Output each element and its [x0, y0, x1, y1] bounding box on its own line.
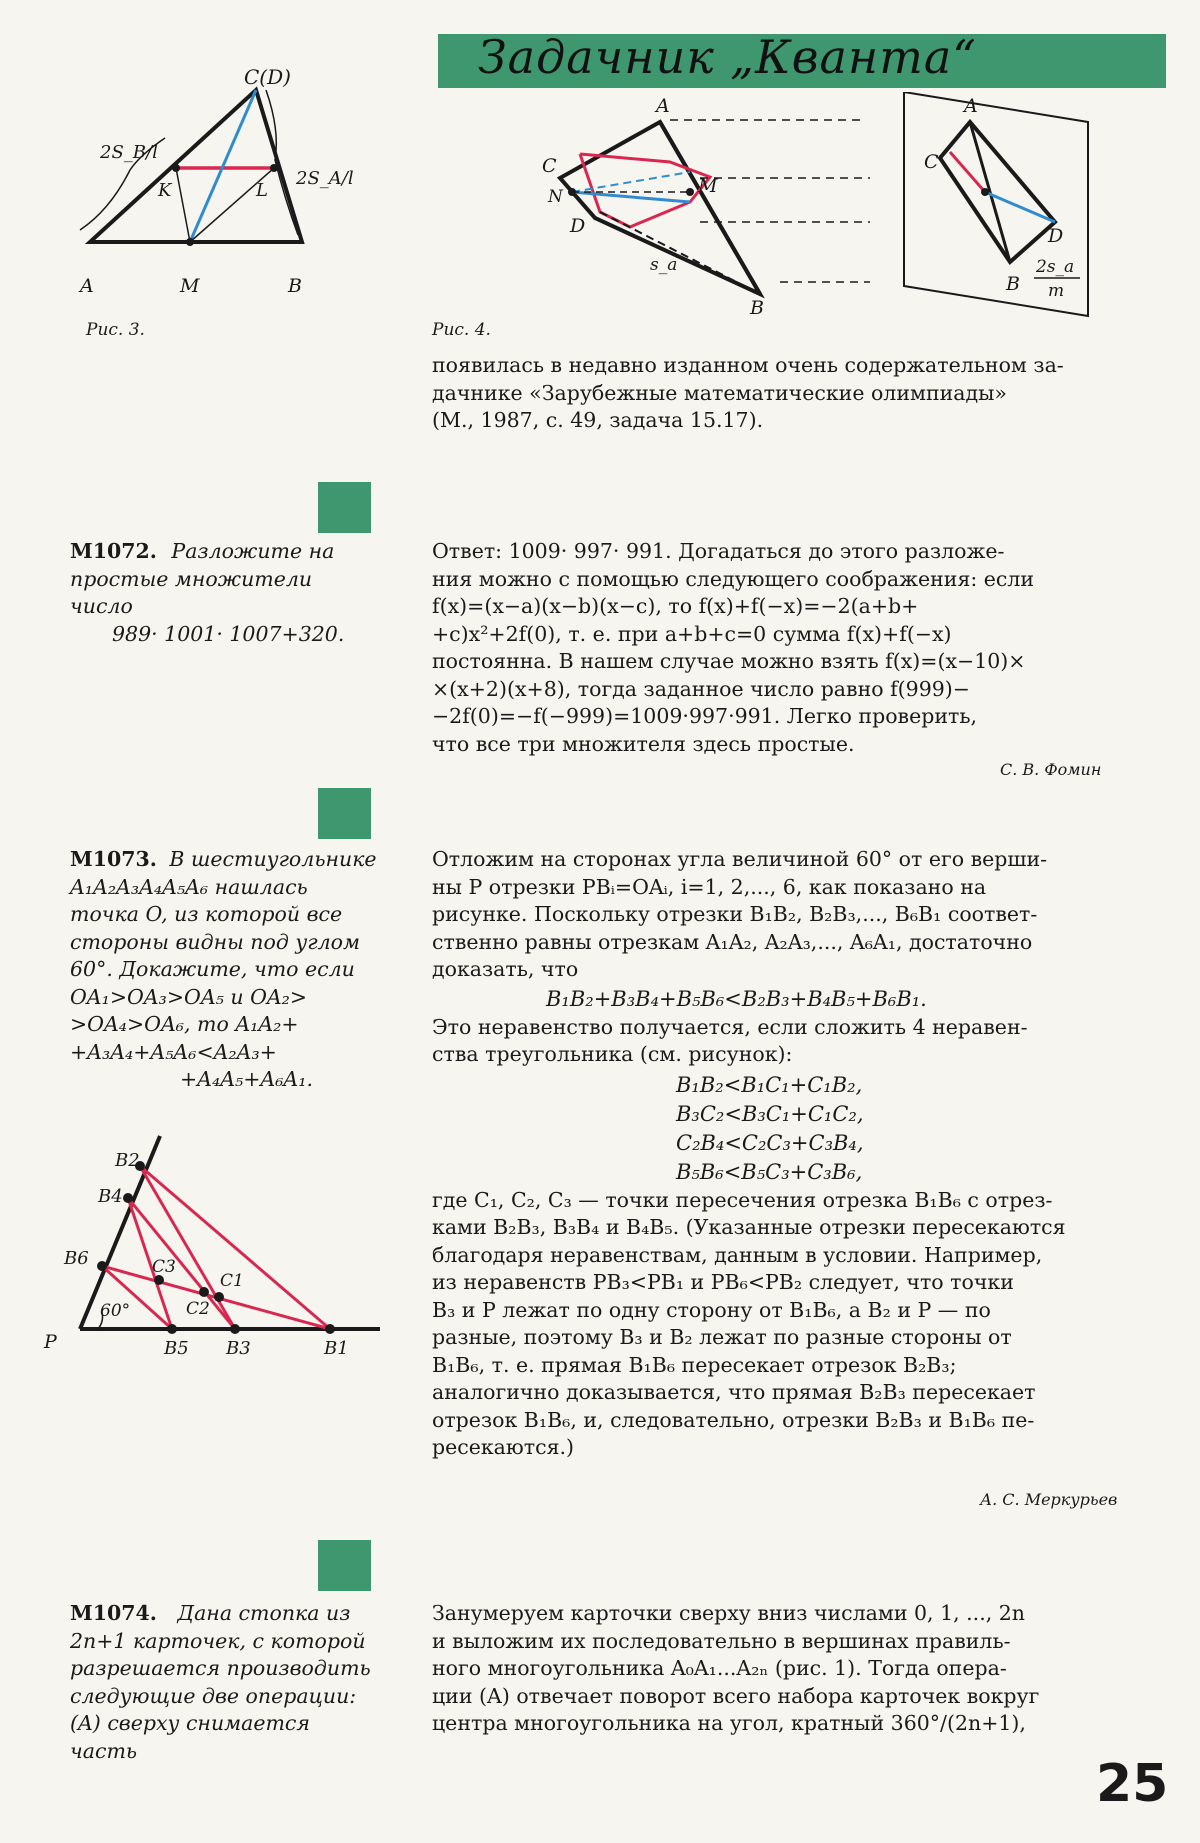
hex-point-b3	[230, 1324, 240, 1334]
figure-hex	[40, 1126, 390, 1366]
fig4-frac-bottom: m	[1048, 281, 1065, 301]
m1073-problem-line: OA₁>OA₃>OA₅ и OA₂>	[70, 984, 308, 1009]
fig4-label-a: A	[656, 95, 670, 117]
fig3-label-b: B	[288, 275, 302, 297]
hex-point-c1	[214, 1292, 224, 1302]
fig4-label-m: M	[698, 175, 718, 197]
fig4-point-n	[568, 188, 576, 196]
m1072-problem-line: 989· 1001· 1007+320.	[112, 621, 345, 646]
fig3-point-k	[172, 164, 180, 172]
m1072-solution-line: постоянна. В нашем случае можно взять f(x)=(x−10)×	[432, 649, 1026, 673]
m1073-main-formula: B₁B₂+B₃B₄+B₅B₆<B₂B₃+B₄B₅+B₆B₁.	[546, 986, 927, 1011]
m1074-problem-line: 2n+1 карточек, с которой	[70, 1628, 366, 1653]
hex-label-p: P	[44, 1331, 57, 1353]
hex-label-b3: B3	[226, 1338, 251, 1359]
fig4-label-a-proj: A	[964, 95, 978, 117]
m1073-solution	[432, 846, 1158, 1462]
m1073-mid-line: ства треугольника (см. рисунок):	[432, 1042, 793, 1066]
m1073-inequality: C₂B₄<C₂C₃+C₃B₄,	[676, 1130, 864, 1155]
hex-label-b1: B1	[324, 1338, 349, 1359]
fig3-caption: Рис. 3.	[86, 320, 145, 340]
m1073-inequality: B₃C₂<B₃C₁+C₁C₂,	[676, 1101, 864, 1126]
m1073-tail-line: отрезок B₁B₆, и, следовательно, отрезки B₂B₃ и B₁B₆ пе-	[432, 1407, 1035, 1432]
m1073-mid-line: Это неравенство получается, если сложить 4 неравен-	[432, 1014, 1028, 1039]
m1074-solution-line: ного многоугольника A₀A₁...A₂ₙ (рис. 1). Тогда опера-	[432, 1656, 1007, 1680]
fig3-label-a: A	[80, 275, 94, 297]
m1073-problem-line: +A₄A₅+A₆A₁.	[180, 1067, 313, 1091]
fig3-label-left-side: 2S_B/l	[100, 142, 158, 163]
m1072-problem-line: простые множители число	[70, 566, 313, 618]
m1073-tail-line: B₃ и P лежат по одну сторону от B₁B₆, а B₂ и P — по	[432, 1297, 991, 1322]
fig4-label-b-proj: B	[1006, 273, 1020, 295]
m1072-solution-line: −2f(0)=−f(−999)=1009·997·991. Легко проверить,	[432, 704, 978, 728]
m1074-problem-text: Дана стопка из	[177, 1601, 351, 1625]
m1072-marker	[318, 482, 371, 533]
fig3-point-m	[186, 238, 194, 246]
hex-b4b3	[128, 1198, 235, 1329]
m1073-tail-line: из неравенств PB₃<PB₁ и PB₆<PB₂ следует, что точки	[432, 1270, 1014, 1294]
m1073-solution-line: Отложим на сторонах угла величиной 60° от его верши-	[432, 847, 1048, 871]
m1074-solution-line: центра многоугольника на угол, кратный 360°/(2n+1),	[432, 1711, 1026, 1735]
fig4-label-d: D	[570, 215, 586, 237]
m1074-problem-line: следующие две операции:	[70, 1683, 357, 1708]
m1074-problem	[70, 1600, 380, 1765]
hex-label-c3: C3	[152, 1257, 176, 1277]
fig4-caption: Рис. 4.	[432, 320, 491, 340]
fig4-label-sa: s_a	[650, 255, 678, 275]
m1073-problem-text: В шестиугольнике	[169, 847, 377, 871]
m1073-tail-line: аналогично доказывается, что прямая B₂B₃ пересекает	[432, 1380, 1036, 1404]
m1072-solution-line: что все три множителя здесь простые.	[432, 731, 855, 756]
fig3-label-k: K	[158, 180, 172, 201]
m1073-solution-line: ны P отрезки PBᵢ=OAᵢ, i=1, 2,..., 6, как показано на	[432, 874, 987, 899]
m1073-solution-line: доказать, что	[432, 957, 579, 981]
m1073-tail-line: ками B₂B₃, B₃B₄ и B₄B₅. (Указанные отрезки пересекаются	[432, 1215, 1066, 1239]
hex-label-b4: B4	[98, 1186, 123, 1207]
fig4-label-c: C	[542, 155, 557, 177]
fig3-label-cd: C(D)	[244, 65, 291, 89]
m1072-author: С. В. Фомин	[1000, 760, 1102, 779]
hex-point-c2	[199, 1287, 209, 1297]
m1073-tail-line: разные, поэтому B₃ и B₂ лежат по разные стороны от	[432, 1325, 1012, 1349]
fig4-point-m	[686, 188, 694, 196]
m1073-tail-line: B₁B₆, т. е. прямая B₁B₆ пересекает отрезок B₂B₃;	[432, 1352, 957, 1377]
figure-3	[70, 60, 390, 305]
m1074-solution-line: Занумеруем карточки сверху вниз числами 0, 1, ..., 2n	[432, 1601, 1025, 1625]
fig3-blue-median	[190, 90, 256, 242]
fig3-label-m: M	[180, 275, 200, 297]
m1073-tail-line: ресекаются.)	[432, 1435, 575, 1459]
m1074-problem-line	[70, 1600, 380, 1628]
intro-line: (М., 1987, с. 49, задача 15.17).	[432, 408, 764, 432]
fig3-triangle	[90, 90, 302, 242]
m1073-inequality: B₁B₂<B₁C₁+C₁B₂,	[676, 1072, 863, 1097]
hex-point-b5	[167, 1324, 177, 1334]
m1073-tail-line: где C₁, C₂, C₃ — точки пересечения отрезка B₁B₆ с отрез-	[432, 1187, 1053, 1212]
banner-title: Задачник „Кванта“	[478, 30, 977, 84]
m1074-problem-line: (A) сверху снимается часть	[70, 1711, 310, 1763]
m1072-problem-text: Разложите на	[171, 539, 335, 563]
m1074-marker	[318, 1540, 371, 1591]
fig4-frac-top: 2s_a	[1036, 257, 1075, 277]
m1072-problem	[70, 538, 380, 648]
m1074-problem-line: разрешается производить	[70, 1656, 371, 1680]
m1072-solution	[432, 538, 1158, 758]
fig4-label-d-proj: D	[1048, 225, 1064, 247]
hex-point-b4	[123, 1193, 133, 1203]
m1073-label: М1073.	[70, 847, 157, 871]
intro-line: появилась в недавно изданном очень содержательном за-	[432, 353, 1064, 377]
hex-point-b1	[325, 1324, 335, 1334]
m1072-solution-line: +c)x²+2f(0), т. е. при a+b+c=0 сумма f(x)+f(−x)	[432, 621, 952, 646]
m1074-solution-line: ции (A) отвечает поворот всего набора карточек вокруг	[432, 1683, 1040, 1708]
intro-paragraph	[432, 352, 1158, 435]
m1072-problem-line	[70, 538, 380, 566]
m1072-solution-line: f(x)=(x−a)(x−b)(x−c), то f(x)+f(−x)=−2(a+b+	[432, 594, 919, 618]
m1072-label: М1072.	[70, 539, 157, 563]
fig3-label-l: L	[256, 180, 268, 201]
fig4-label-c-proj: C	[924, 151, 939, 173]
fig4-right-point	[981, 188, 989, 196]
fig3-label-right-side: 2S_A/l	[296, 168, 354, 189]
m1073-problem-line: 60°. Докажите, что если	[70, 957, 355, 981]
m1074-solution-line: и выложим их последовательно в вершинах правиль-	[432, 1628, 1011, 1653]
fig4-label-b: B	[750, 297, 764, 317]
m1074-label: М1074.	[70, 1601, 157, 1625]
hex-label-b2: B2	[115, 1150, 140, 1171]
m1073-inequality: B₅B₆<B₅C₃+C₃B₆,	[676, 1159, 863, 1184]
m1073-inequalities	[432, 1071, 1158, 1187]
m1072-solution-line: Ответ: 1009· 997· 991. Догадаться до этого разложе-	[432, 539, 1005, 563]
m1073-problem-line: точка O, из которой все	[70, 902, 343, 926]
m1073-solution-line: ственно равны отрезкам A₁A₂, A₂A₃,..., A₆A₁, достаточно	[432, 929, 1033, 954]
m1073-problem-line: >OA₄>OA₆, то A₁A₂+	[70, 1012, 299, 1036]
hex-label-angle: 60°	[100, 1301, 131, 1321]
m1073-problem-line: стороны видны под углом	[70, 929, 360, 954]
hex-label-c1: C1	[220, 1271, 244, 1291]
m1072-solution-line: ния можно с помощью следующего соображения: если	[432, 566, 1035, 591]
m1074-solution	[432, 1600, 1158, 1738]
hex-label-c2: C2	[186, 1299, 210, 1319]
m1073-tail-line: благодаря неравенствам, данным в условии. Например,	[432, 1242, 1043, 1267]
hex-point-b6	[97, 1261, 107, 1271]
fig4-right-solid	[940, 122, 1055, 262]
intro-line: дачнике «Зарубежные математические олимпиады»	[432, 380, 1007, 405]
m1073-problem-line	[70, 846, 390, 874]
m1073-problem-line: A₁A₂A₃A₄A₅A₆ нашлась	[70, 874, 308, 899]
m1073-marker	[318, 788, 371, 839]
m1073-solution-line: рисунке. Поскольку отрезки B₁B₂, B₂B₃,..., B₆B₁ соответ-	[432, 902, 1038, 926]
fig4-blue-line	[572, 192, 690, 202]
m1072-solution-line: ×(x+2)(x+8), тогда заданное число равно f(999)−	[432, 676, 970, 701]
figure-4	[540, 92, 1100, 317]
m1073-problem-line: +A₃A₄+A₅A₆<A₂A₃+	[70, 1039, 277, 1064]
hex-label-b5: B5	[164, 1338, 189, 1359]
m1073-problem	[70, 846, 390, 1094]
m1073-author: А. С. Меркурьев	[980, 1490, 1118, 1509]
fig3-km	[176, 168, 190, 242]
hex-label-b6: B6	[64, 1248, 89, 1269]
page-number: 25	[1096, 1754, 1169, 1814]
fig4-label-n: N	[548, 187, 563, 207]
